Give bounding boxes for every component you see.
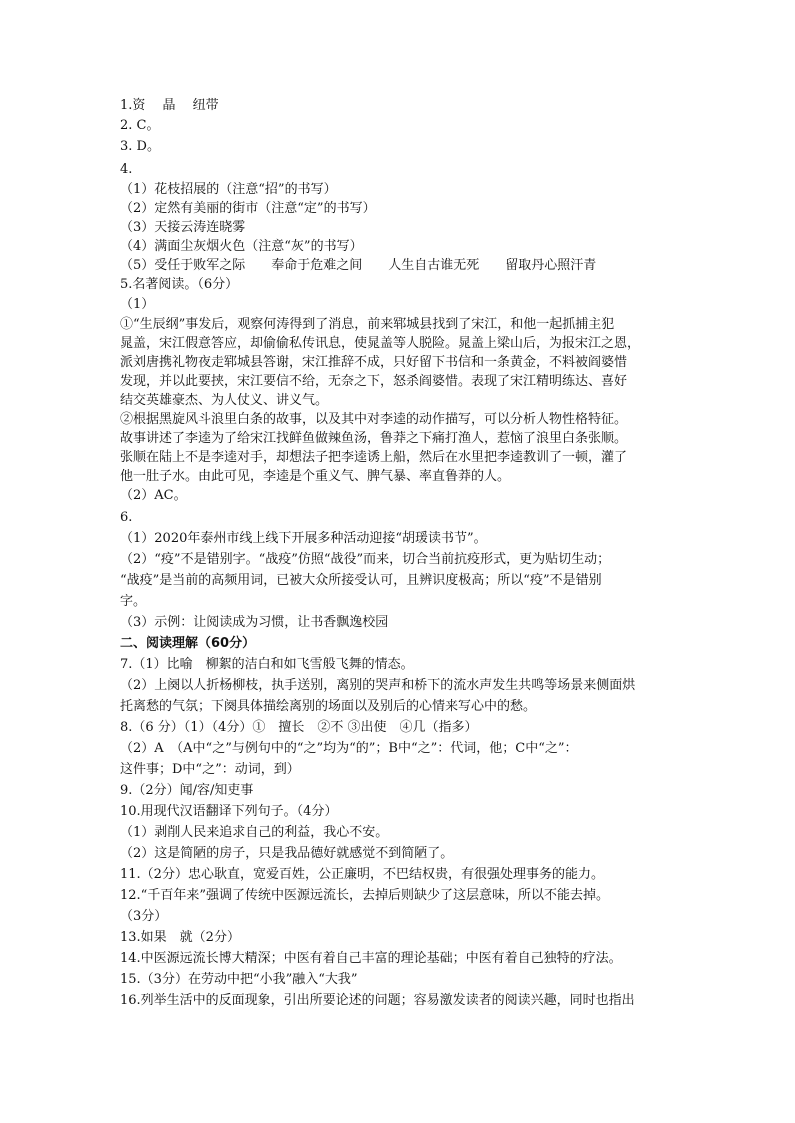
answer-6-item-3: （3）示例：让阅读成为习惯，让书香飘逸校园: [120, 615, 389, 630]
answer-7-item-2-cont: 托离愁的气氛；下阕具体描绘离别的场面以及别后的心情来写心中的愁。: [120, 699, 537, 714]
answer-13: 13.如果 就（2分）: [120, 930, 240, 945]
answer-5-paragraph-line: 发现，并以此要挟，宋江要信不给，无奈之下，怒杀阎婆惜。表现了宋江精明练达、喜好: [120, 374, 628, 389]
answer-5-part-2: （2）AC。: [120, 488, 187, 503]
answer-6-item-2-cont: “战疫”是当前的高频用词，已被大众所接受认可，且辨识度极高；所以“疫”不是错别: [120, 573, 602, 588]
answer-1: 1.资 晶 纽带: [120, 98, 219, 113]
answer-document: [120, 96, 680, 1011]
answer-4-item-1: （1）花枝招展的（注意“招”的书写）: [120, 182, 337, 197]
answer-5-paragraph-line: ①“生辰纲”事发后，观察何涛得到了消息，前来郓城县找到了宋江，和他一起抓捕主犯: [120, 317, 615, 332]
answer-6-item-2: （2）“疫”不是错别字。“战疫”仿照“战役”而来，切合当前抗疫形式，更为贴切生动；: [120, 552, 611, 567]
answer-5-part-1-label: （1）: [120, 297, 155, 312]
answer-3: 3. D。: [120, 139, 160, 154]
answer-10-item-2: （2）这是简陋的房子，只是我品德好就感觉不到简陋了。: [120, 846, 454, 861]
section-heading-reading: 二、阅读理解（60分）: [120, 636, 256, 651]
answer-10-item-1: （1）剥削人民来追求自己的利益，我心不安。: [120, 825, 389, 840]
answer-5-paragraph-line: 张顺在陆上不是李逵对手，却想法子把李逵诱上船，然后在水里把李逵教训了一顿，灌了: [120, 450, 628, 465]
answer-12: 12.“千百年来”强调了传统中医源远流长，去掉后则缺少了这层意味，所以不能去掉。: [120, 888, 609, 903]
answer-4-item-5: （5）受任于败军之际 奉命于危难之间 人生自古谁无死 留取丹心照汗青: [120, 258, 597, 273]
answer-14: 14.中医源远流长博大精深；中医有着自己丰富的理论基础；中医有着自己独特的疗法。: [120, 951, 622, 966]
answer-16: 16.列举生活中的反面现象，引出所要论述的问题；容易激发读者的阅读兴趣，同时也指出: [120, 993, 635, 1008]
answer-7-item-2: （2）上阕以人折杨柳枝，执手送别，离别的哭声和桥下的流水声发生共鸣等场景来侧面烘: [120, 678, 636, 693]
answer-4-item-3: （3）天接云涛连晓雾: [120, 220, 246, 235]
answer-8-item-2: （2）A （A中“之”与例句中的“之”均为“的”；B中“之”：代词，他；C中“之”：: [120, 741, 578, 756]
answer-5-paragraph-line: 派刘唐携礼物夜走郓城县答谢，宋江推辞不成，只好留下书信和一条黄金，不料被阎婆惜: [120, 355, 628, 370]
answer-9: 9.（2分）闻/容/知吏事: [120, 783, 254, 798]
answer-10-heading: 10.用现代汉语翻译下列句子。（4分）: [120, 804, 338, 819]
answer-5-paragraph-line: 他一肚子水。由此可见，李逵是个重义气、脾气暴、率直鲁莽的人。: [120, 469, 511, 484]
answer-4-number: 4.: [120, 162, 133, 177]
answer-2: 2. C。: [120, 118, 160, 133]
answer-5-paragraph-line: 晁盖，宋江假意答应，却偷偷私传讯息，使晁盖等人脱险。晁盖上梁山后，为报宋江之恩，: [120, 336, 641, 351]
answer-5-paragraph-line: 故事讲述了李逵为了给宋江找鲜鱼做辣鱼汤，鲁莽之下痛打渔人，惹恼了浪里白条张顺。: [120, 431, 628, 446]
answer-12-score: （3分）: [120, 909, 168, 924]
answer-5-paragraph-line: 结交英雄豪杰、为人仗义、讲义气。: [120, 393, 329, 408]
answer-11: 11.（2分）忠心耿直，宽爱百姓，公正廉明，不巴结权贵，有很强处理事务的能力。: [120, 867, 604, 882]
answer-4-item-2: （2）定然有美丽的街市（注意“定”的书写）: [120, 201, 376, 216]
answer-15: 15.（3分）在劳动中把“小我”融入“大我”: [120, 972, 358, 987]
answer-5-paragraph-line: ②根据黑旋风斗浪里白条的故事，以及其中对李逵的动作描写，可以分析人物性格特征。: [120, 412, 628, 427]
answer-8-item-2-cont: 这件事；D中“之”：动词，到）: [120, 762, 300, 777]
answer-6-number: 6.: [120, 510, 133, 525]
answer-5-heading: 5.名著阅读。（6分）: [120, 277, 239, 292]
answer-7-item-1: 7.（1）比喻 柳絮的洁白和如飞雪般飞舞的情态。: [120, 657, 414, 672]
answer-6-item-2-cont: 字。: [120, 594, 147, 609]
answer-4-item-4: （4）满面尘灰烟火色（注意“灰”的书写）: [120, 239, 363, 254]
answer-6-item-1: （1）2020年泰州市线上线下开展多种活动迎接“胡瑗读书节”。: [120, 531, 487, 546]
answer-8: 8.（6 分）（1）（4分）① 擅长 ②不 ③出使 ④几（指多）: [120, 720, 478, 735]
